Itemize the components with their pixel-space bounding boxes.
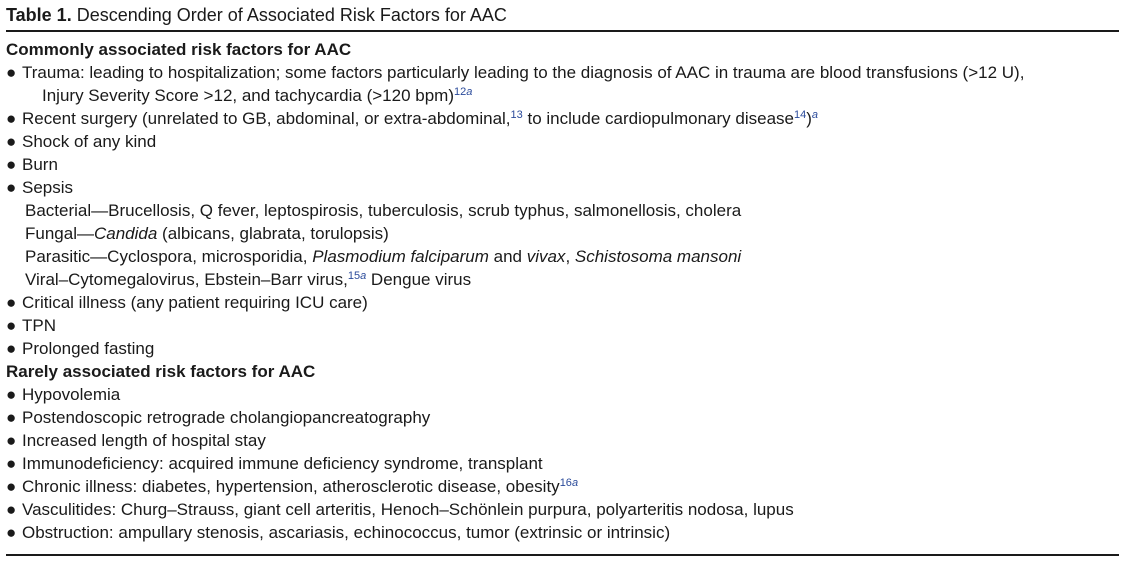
- parasitic-comma: ,: [565, 247, 575, 266]
- item-text: [22, 107, 1119, 130]
- sepsis-bacterial: Bacterial—Brucellosis, Q fever, leptospirosis, tuberculosis, scrub typhus, salmonellosis, cholera: [25, 201, 742, 220]
- parasitic-italic-2: vivax: [526, 247, 566, 266]
- bullet-icon: ●: [6, 431, 17, 450]
- list-item-hypovolemia: [6, 383, 1119, 406]
- bullet-icon: ●: [6, 63, 17, 82]
- footnote-marker: a: [360, 270, 367, 282]
- item-text: Critical illness (any patient requiring ICU care): [22, 293, 368, 312]
- bullet-icon: ●: [6, 454, 17, 473]
- reference-link[interactable]: 13: [510, 109, 523, 121]
- item-text: Burn: [22, 155, 58, 174]
- footnote-marker: a: [571, 477, 579, 489]
- list-item-surgery: [6, 107, 1119, 130]
- bullet-icon: ●: [6, 477, 17, 496]
- item-text: Postendoscopic retrograde cholangiopancreatography: [22, 408, 431, 427]
- list-item-trauma: [6, 61, 1119, 84]
- list-item-shock: [6, 130, 1119, 153]
- bullet-icon: ●: [6, 408, 17, 427]
- surgery-text2: to include cardiopulmonary disease: [522, 109, 794, 128]
- bullet-icon: ●: [6, 109, 17, 128]
- parasitic-italic-3: Schistosoma mansoni: [574, 247, 742, 266]
- item-text: TPN: [22, 316, 56, 335]
- list-item-obstruction: [6, 521, 1119, 544]
- bullet-icon: ●: [6, 293, 17, 312]
- list-item-critical-illness: [6, 291, 1119, 314]
- chronic-text: Chronic illness: diabetes, hypertension, atherosclerotic disease, obesity: [22, 477, 560, 496]
- surgery-text3: ): [806, 109, 812, 128]
- section-heading-common: Commonly associated risk factors for AAC: [6, 40, 352, 59]
- item-text: Hypovolemia: [22, 385, 121, 404]
- sepsis-viral: [6, 268, 1119, 291]
- bullet-icon: ●: [6, 316, 17, 335]
- reference-link[interactable]: 14: [794, 109, 807, 121]
- parasitic-mid: and: [488, 247, 527, 266]
- surgery-text1: Recent surgery (unrelated to GB, abdominal, or extra-abdominal,: [22, 109, 511, 128]
- bullet-icon: ●: [6, 523, 17, 542]
- list-item-burn: [6, 153, 1119, 176]
- item-text: Obstruction: ampullary stenosis, ascariasis, echinococcus, tumor (extrinsic or intrinsic): [22, 523, 671, 542]
- bullet-icon: ●: [6, 339, 17, 358]
- item-text: [22, 475, 1119, 498]
- footnote-marker: a: [466, 86, 473, 98]
- list-item-chronic-illness: [6, 475, 1119, 498]
- item-text: Immunodeficiency: acquired immune deficiency syndrome, transplant: [22, 454, 543, 473]
- item-text: [22, 61, 1119, 84]
- section-heading-rare: Rarely associated risk factors for AAC: [6, 362, 316, 381]
- list-item-sepsis: [6, 176, 1119, 199]
- parasitic-prefix: Parasitic—Cyclospora, microsporidia,: [25, 247, 313, 266]
- list-item-immunodeficiency: [6, 452, 1119, 475]
- trauma-line1: Trauma: leading to hospitalization; some factors particularly leading to the diagnosis of AAC in trauma are blood transfusions (>12 U),: [22, 63, 1025, 82]
- viral-rest: Dengue virus: [366, 270, 472, 289]
- fungal-prefix: Fungal—: [25, 224, 94, 243]
- bullet-icon: ●: [6, 178, 17, 197]
- trauma-continuation: [6, 84, 1119, 107]
- list-item-vasculitides: [6, 498, 1119, 521]
- trauma-line2: Injury Severity Score >12, and tachycardia (>120 bpm): [42, 86, 454, 105]
- sepsis-parasitic: [6, 245, 1119, 268]
- fungal-rest: (albicans, glabrata, torulopsis): [157, 224, 389, 243]
- reference-link[interactable]: 15: [347, 270, 361, 282]
- fungal-italic: Candida: [93, 224, 158, 243]
- bottom-rule: [6, 554, 1119, 556]
- item-text: Shock of any kind: [22, 132, 157, 151]
- reference-link[interactable]: 16: [559, 477, 572, 489]
- bullet-icon: ●: [6, 385, 17, 404]
- bullet-icon: ●: [6, 500, 17, 519]
- bullet-icon: ●: [6, 132, 17, 151]
- table-caption: [6, 0, 1119, 30]
- bullet-icon: ●: [6, 155, 17, 174]
- list-item-length-of-stay: [6, 429, 1119, 452]
- table-label: Table 1.: [6, 5, 72, 25]
- viral-prefix: Viral–Cytomegalovirus, Ebstein–Barr virus,: [25, 270, 348, 289]
- parasitic-italic-1: Plasmodium falciparum: [312, 247, 489, 266]
- item-text: Vasculitides: Churg–Strauss, giant cell arteritis, Henoch–Schönlein purpura, polyarteritis nodosa, lupus: [22, 500, 794, 519]
- table-title: Descending Order of Associated Risk Factors for AAC: [76, 5, 507, 25]
- item-text: Prolonged fasting: [22, 339, 155, 358]
- item-text: Increased length of hospital stay: [22, 431, 266, 450]
- table-body: [6, 32, 1119, 544]
- sepsis-fungal: [6, 222, 1119, 245]
- footnote-marker: a: [811, 109, 819, 121]
- reference-link[interactable]: 12: [454, 86, 467, 98]
- list-item-fasting: [6, 337, 1119, 360]
- item-text: Sepsis: [22, 178, 74, 197]
- list-item-ercp: [6, 406, 1119, 429]
- list-item-tpn: [6, 314, 1119, 337]
